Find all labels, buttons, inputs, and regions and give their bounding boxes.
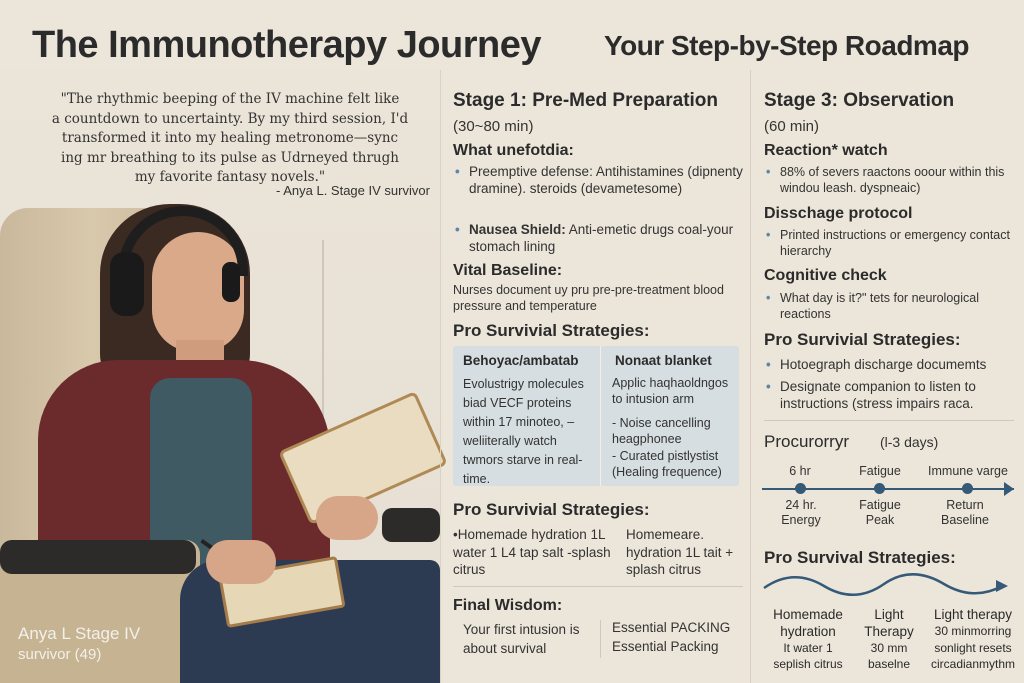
- timeline-label-line: Energy: [781, 513, 821, 527]
- column-divider: [440, 70, 441, 683]
- timeline-label-bottom: [850, 498, 910, 528]
- stage3-duration: (60 min): [764, 118, 820, 135]
- timeline-label-line: Baseline: [941, 513, 989, 527]
- bottom-col: [928, 606, 1018, 672]
- page-title: The Immunotherapy Journey: [32, 24, 542, 66]
- panel-right-text-2: - Noise cancelling heagphonee: [612, 416, 711, 446]
- list-item: • 88% of severs raactons ooour within this windou leash. dyspneaic): [764, 164, 1014, 196]
- strategies-heading: Pro Survivial Strategies:: [453, 321, 650, 340]
- bottom-col-line: hydration: [780, 624, 836, 639]
- hydration-left: •Homemade hydration 1L water 1 L4 tap salt -splash citrus: [453, 527, 611, 577]
- patient-hand: [206, 540, 276, 584]
- bottom-col-line: baselne: [867, 657, 911, 671]
- timeline-arrow-icon: [1004, 482, 1014, 496]
- bullet-text: Anti-emetic drugs coal-your stomach lining: [469, 222, 734, 254]
- bottom-col-line: Homemade: [773, 607, 843, 622]
- strategies2-heading: Pro Survivial Strategies:: [453, 500, 650, 519]
- bottom-col-line: seplish citrus: [773, 657, 843, 671]
- list-item: • Preemptive defense: Antihistamines (dipnenty dramine). steroids (devametesome): [453, 163, 743, 197]
- timeline-marker: [795, 483, 806, 494]
- recovery-heading: Procurorryr: [764, 432, 850, 451]
- chair-armrest-pad: [0, 540, 196, 574]
- section-divider: [764, 420, 1014, 421]
- quote-line: a countdown to uncertainty. By my third session, I'd: [51, 110, 409, 127]
- bottom-col-line: Therapy: [864, 624, 914, 639]
- bottom-col-line: 30 mm: [870, 641, 908, 655]
- reaction-list: [764, 164, 1014, 196]
- stage3-strategy-list: [764, 356, 1014, 413]
- discharge-list: [764, 227, 1014, 259]
- bottom-col: [858, 606, 920, 672]
- panel-left-text: Evolustrigy molecules biad VECF proteins within 17 minoteo, –weliiterally watch twmors starve in real-time.: [463, 377, 584, 486]
- survivor-quote: [24, 90, 436, 188]
- stage3-strategies2-heading: Pro Survival Strategies:: [764, 548, 956, 567]
- quote-line: transformed it into my healing metronome—sync: [61, 130, 399, 146]
- timeline-label-bottom: [774, 498, 828, 528]
- bottom-col-line: circadianmythm: [930, 657, 1016, 671]
- timeline-label-line: 24 hr.: [785, 498, 817, 512]
- panel-right-text-3: - Curated pistlystist (Healing frequence): [612, 449, 722, 479]
- stage3-strategies-heading: Pro Survivial Strategies:: [764, 330, 961, 349]
- list-item: • What day is it?" tets for neurological reactions: [764, 290, 1014, 322]
- photo-caption-age: survivor (49): [18, 646, 102, 663]
- recovery-days: (l-3 days): [880, 434, 939, 450]
- packing-label-2: Essential Packing: [612, 639, 719, 654]
- final-wisdom-heading: Final Wisdom:: [453, 597, 563, 614]
- wave-icon: [762, 570, 1012, 600]
- column-divider: [750, 70, 751, 683]
- timeline-label-top: Immune varge: [928, 464, 1008, 478]
- packing-label-1: Essential PACKING: [612, 620, 731, 635]
- stage1-title: Stage 1: Pre-Med Preparation: [453, 90, 719, 111]
- cognitive-list: [764, 290, 1014, 322]
- stage1-bullet-nausea: [453, 221, 743, 255]
- final-divider: [600, 620, 601, 658]
- panel-right-title: Nonaat blanket: [615, 353, 712, 368]
- panel-divider: [600, 346, 601, 486]
- hydration-right: Homemeare. hydration 1L tait + splash citrus: [626, 527, 734, 577]
- list-item: • Designate companion to listen to instructions (stress impairs raca.: [764, 378, 1014, 413]
- headphone-cup-right: [222, 262, 240, 302]
- timeline-label-line: Fatigue: [859, 498, 901, 512]
- bottom-col-line: 30 minmorring: [934, 624, 1012, 638]
- timeline-label-top: Fatigue: [859, 464, 901, 478]
- timeline-label-bottom: [934, 498, 996, 528]
- timeline-label-top: 6 hr: [789, 464, 811, 478]
- vital-heading: Vital Baseline:: [453, 262, 563, 279]
- quote-line: my favorite fantasy novels.": [134, 169, 326, 185]
- bottom-col-line: It water 1: [783, 641, 833, 655]
- quote-line: "The rhythmic beeping of the IV machine felt like: [60, 91, 400, 107]
- stage1-duration: (30~80 min): [453, 118, 534, 135]
- timeline-label-line: Peak: [865, 513, 895, 527]
- reaction-heading: Reaction* watch: [764, 142, 888, 159]
- headphone-cup-left: [110, 252, 144, 316]
- discharge-heading: Disschage protocol: [764, 205, 913, 222]
- wave-arrow-icon: [996, 580, 1008, 592]
- patient-hand: [316, 496, 378, 540]
- page-subtitle: Your Step-by-Step Roadmap: [604, 30, 970, 61]
- panel-left-title: Behoyac/ambatab: [463, 353, 579, 368]
- chair-armrest-right: [382, 508, 440, 542]
- bottom-col-line: sonlight resets: [934, 641, 1012, 655]
- vital-text: Nurses document uy pru pre-pre-treatment blood pressure and temperature: [453, 283, 724, 313]
- stage3-title: Stage 3: Observation: [764, 90, 955, 111]
- bottom-col-line: Light therapy: [933, 607, 1013, 622]
- cognitive-heading: Cognitive check: [764, 267, 887, 284]
- stage1-bullets: [453, 163, 743, 197]
- photo-caption-name: Anya L Stage IV: [18, 624, 141, 643]
- wave-path: [764, 574, 1002, 595]
- timeline-marker: [962, 483, 973, 494]
- list-item: • Printed instructions or emergency contact hierarchy: [764, 227, 1014, 259]
- bullet-bold: Nausea Shield:: [469, 222, 566, 237]
- section-divider: [453, 586, 743, 587]
- list-item: [453, 221, 743, 255]
- timeline-label-line: Return: [946, 498, 984, 512]
- quote-line: ing mr breathing to its pulse as Udrneyed thrugh: [61, 149, 399, 166]
- panel-right-text-1: Applic haqhaoldngos to intusion arm: [612, 376, 729, 406]
- bottom-col: [770, 606, 846, 672]
- list-item: • Hotoegraph discharge documemts: [764, 356, 1014, 374]
- bottom-col-line: Light: [874, 607, 904, 622]
- final-wisdom-left: Your first intusion is about survival: [463, 622, 580, 656]
- stage1-what-heading: What unefotdia:: [453, 142, 574, 159]
- quote-attribution: - Anya L. Stage IV survivor: [276, 183, 430, 198]
- timeline-marker: [874, 483, 885, 494]
